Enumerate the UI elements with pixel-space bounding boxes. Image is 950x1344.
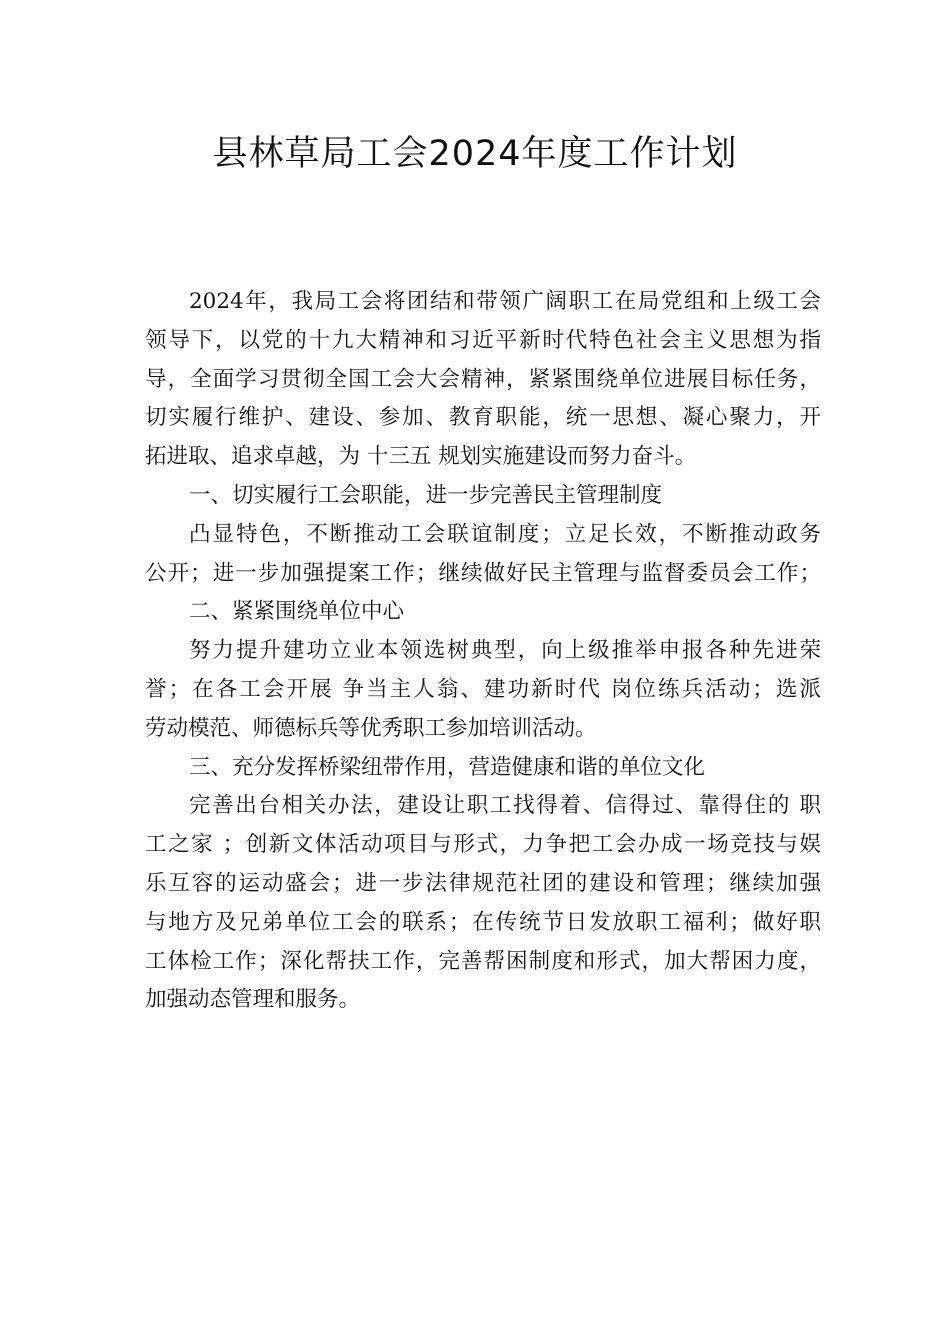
section-3-line: 工之家 ；创新文体活动项目与形式，力争把工会办成一场竞技与娱 xyxy=(145,832,821,858)
section-2-line: 努力提升建功立业本领选树典型，向上级推举申报各种先进荣 xyxy=(189,638,821,664)
section-3-line: 完善出台相关办法，建设让职工找得着、信得过、靠得住的 职 xyxy=(189,793,821,819)
section-2-heading: 二、紧紧围绕单位中心 xyxy=(189,599,405,625)
intro-line: 2024年，我局工会将团结和带领广阔职工在局党组和上级工会 xyxy=(189,289,821,314)
section-3-line: 与地方及兄弟单位工会的联系；在传统节日发放职工福利；做好职 xyxy=(145,909,821,935)
section-3-line: 乐互容的运动盛会；进一步法律规范社团的建设和管理；继续加强 xyxy=(145,870,821,896)
intro-line: 拓进取、追求卓越，为 十三五 规划实施建设而努力奋斗。 xyxy=(145,444,697,470)
section-3-line: 加强动态管理和服务。 xyxy=(145,987,361,1013)
intro-line: 导，全面学习贯彻全国工会大会精神，紧紧围绕单位进展目标任务， xyxy=(145,366,821,392)
section-3-heading: 三、充分发挥桥梁纽带作用，营造健康和谐的单位文化 xyxy=(189,754,706,780)
section-1-heading: 一、切实履行工会职能，进一步完善民主管理制度 xyxy=(189,482,663,508)
section-2-line: 劳动模范、师德标兵等优秀职工参加培训活动。 xyxy=(145,715,597,741)
section-1-line: 凸显特色，不断推动工会联谊制度；立足长效，不断推动政务 xyxy=(189,521,821,547)
intro-line: 切实履行维护、建设、参加、教育职能，统一思想、凝心聚力，开 xyxy=(145,405,821,431)
section-3-line: 工体检工作；深化帮扶工作，完善帮困制度和形式，加大帮困力度， xyxy=(145,948,821,974)
document-title: 县林草局工会2024年度工作计划 xyxy=(212,134,738,174)
document-body xyxy=(145,283,821,1020)
intro-line: 领导下，以党的十九大精神和习近平新时代特色社会主义思想为指 xyxy=(145,327,821,353)
section-2-line: 誉；在各工会开展 争当主人翁、建功新时代 岗位练兵活动；选派 xyxy=(145,676,821,702)
section-1-line: 公开；进一步加强提案工作；继续做好民主管理与监督委员会工作； xyxy=(145,560,821,586)
